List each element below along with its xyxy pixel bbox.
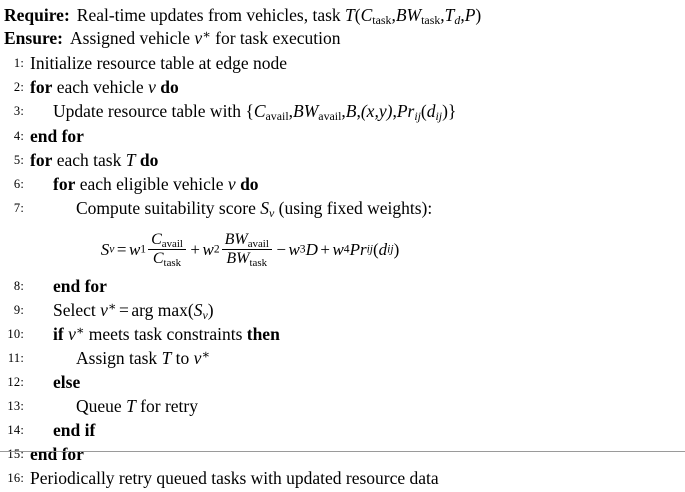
step-text-14 (53, 418, 95, 443)
kw-for: for (30, 77, 53, 97)
task-tuple: $T(C_{task},BW_{task},T_d,P)$ (345, 5, 482, 28)
step-number-11: 11: (7, 351, 24, 365)
pr-term: Pr (349, 240, 367, 259)
step-row-9 (0, 298, 685, 323)
step-number-2: 2: (13, 80, 24, 94)
ensure-keyword: Ensure: (4, 28, 63, 48)
step-row-13 (0, 394, 685, 419)
step-number-8: 8: (13, 279, 24, 293)
task-var: T (126, 396, 136, 416)
step-number-3: 3: (13, 104, 24, 118)
step-row-5 (0, 148, 685, 173)
step-row-11 (0, 346, 685, 371)
ensure-line (0, 26, 341, 51)
kw-end-if: end if (53, 420, 96, 440)
step-row-2 (0, 75, 685, 100)
task-var: T (125, 150, 136, 170)
vehicle-var: v (193, 348, 202, 368)
vehicle-var: v (68, 324, 76, 344)
step-number-1: 1: (13, 56, 24, 70)
kw-end-for: end for (30, 444, 84, 464)
require-text: Real-time updates from vehicles, task $T(C_{task},BW_{task},T_d,P)$ (76, 5, 482, 28)
fraction-compute: $\frac{C_{avail}}{C_{task}}$ (146, 232, 188, 267)
step-text-11: Assign task T to v∗ (76, 347, 211, 368)
step-text-2: for each vehicle v do (30, 77, 179, 97)
step-number-7: 7: (13, 201, 24, 215)
step-text-1: Initialize resource table at edge node (30, 53, 288, 73)
step-text-13: Queue T for retry (76, 396, 198, 416)
step-row-15 (0, 442, 685, 467)
step-number-10: 10: (7, 327, 24, 341)
fraction-bandwidth: $\frac{BW_{avail}}{BW_{task}}$ (220, 232, 274, 267)
step-text-8 (53, 274, 107, 299)
argmax-operator: arg max (131, 300, 188, 320)
resource-set: $\{C_{avail},BW_{avail},B,(x,y),Pr_{ij}(d_{ij})\}$ (245, 101, 457, 124)
step-number-12: 12: (7, 375, 24, 389)
step-row-7 (0, 196, 685, 221)
step-row-16 (0, 466, 685, 491)
step-number-4: 4: (13, 129, 24, 143)
kw-for: for (30, 150, 53, 170)
step-row-10 (0, 322, 685, 347)
require-line (0, 3, 481, 28)
step-number-16: 16: (7, 471, 24, 485)
equation-content: Sv = w1 $\frac{C_{avail}}{C_{task}}$ + w2 $\frac{BW_{avail}}{BW_{task}}$ − w3D + w4Prij(dij) (100, 231, 400, 269)
plus-sign-2: + (320, 240, 330, 259)
weight-3: w (288, 240, 300, 259)
kw-if: if (53, 324, 64, 344)
vehicle-var: v (100, 300, 108, 320)
plus-sign: + (190, 240, 200, 259)
step-text-6: for each eligible vehicle v do (53, 174, 259, 194)
eq-sign: = (116, 240, 127, 259)
kw-do: do (139, 150, 159, 170)
step-number-14: 14: (7, 423, 24, 437)
step-text-15 (30, 442, 84, 467)
step-text-12 (53, 370, 80, 395)
weight-2: w (202, 240, 214, 259)
task-var: T (161, 348, 172, 368)
step-text-4 (30, 124, 84, 149)
require-keyword: Require: (4, 5, 70, 25)
step-row-3 (0, 99, 685, 124)
kw-for: for (53, 174, 76, 194)
step-text-10: if v∗ meets task constraints then (53, 323, 280, 344)
step-number-9: 9: (13, 303, 24, 317)
step-number-6: 6: (13, 177, 24, 191)
step-text-5: for each task T do (30, 150, 159, 170)
eq-lhs: S (100, 240, 110, 259)
kw-end-for: end for (53, 276, 107, 296)
weight-4: w (332, 240, 344, 259)
step-row-14 (0, 418, 685, 443)
vehicle-var: v (194, 28, 203, 48)
step-row-6 (0, 172, 685, 197)
step-row-12 (0, 370, 685, 395)
minus-sign: − (276, 240, 286, 259)
step-number-13: 13: (7, 399, 24, 413)
vehicle-var: v (148, 77, 156, 97)
step-text-3: Update resource table with $\{C_{avail},BW_{avail},B,(x,y),Pr_{ij}(d_{ij})\}$ (53, 101, 457, 124)
kw-end-for: end for (30, 126, 84, 146)
step-number-15: 15: (7, 447, 24, 461)
delay-term: D (305, 240, 318, 259)
step-row-8 (0, 274, 685, 299)
step-number-5: 5: (13, 153, 24, 167)
ensure-text: Assigned vehicle v∗ for task execution (70, 27, 341, 48)
bottom-rule (0, 451, 685, 452)
step-text-9: Select v∗ = arg $\max(S_v)$ (53, 299, 214, 323)
kw-do: do (240, 174, 259, 194)
weight-1: w (128, 240, 141, 259)
kw-do: do (160, 77, 179, 97)
score-symbol: $S_v$ (260, 198, 275, 221)
vehicle-var: v (227, 174, 236, 194)
step-row-1 (0, 51, 685, 76)
kw-then: then (246, 324, 280, 344)
step-text-7: Compute suitability score $S_v$ (using fixed weights): (76, 198, 433, 221)
suitability-score-equation (0, 218, 500, 280)
step-text-16: Periodically retry queued tasks with updated resource data (30, 468, 439, 488)
step-row-4 (0, 124, 685, 149)
kw-else: else (53, 372, 81, 392)
